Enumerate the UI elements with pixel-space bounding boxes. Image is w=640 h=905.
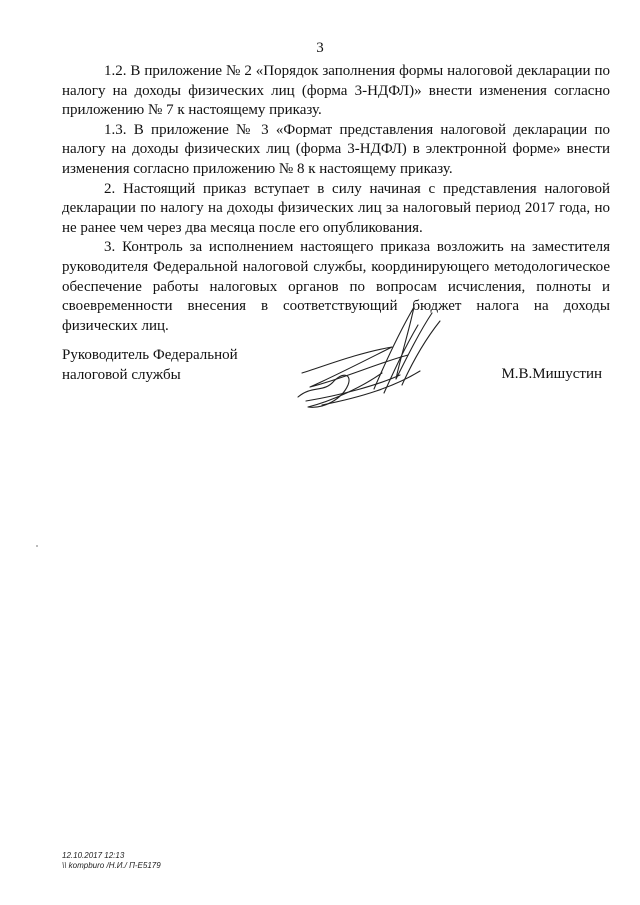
signatory-title-line-2: налоговой службы	[62, 366, 181, 383]
page-number: 3	[316, 40, 324, 56]
document-body	[62, 62, 610, 336]
signatory-title-line-1: Руководитель Федеральной	[62, 347, 238, 363]
paragraph-2: 2. Настоящий приказ вступает в силу начиная с представления налоговой декларации по налогу на доходы физических лиц за налоговый период 2017 года, но не ранее чем через два месяца после его опубликования.	[62, 180, 610, 236]
handwritten-signature	[282, 301, 452, 416]
signatory-name: М.В.Мишустин	[501, 366, 602, 382]
paragraph-1-3: 1.3. В приложение № 3 «Формат представления налоговой декларации по налогу на доходы физических лиц (форма 3-НДФЛ) в электронной форме» внести изменения согласно приложению № 8 к настоящему приказу.	[62, 121, 610, 177]
document-footer	[62, 851, 161, 871]
footer-timestamp: 12.10.2017 12:13	[62, 851, 125, 860]
scan-artifact	[36, 545, 38, 547]
signatory-title	[62, 346, 238, 385]
paragraph-3: 3. Контроль за исполнением настоящего приказа возложить на заместителя руководителя Федеральной налоговой службы, координирующего методологическое обеспечение работы налоговых органов по вопросам исчисления, полноты и своевременности внесения в соответствующий бюджет налога на доходы физических лиц.	[62, 239, 610, 334]
signature-block	[62, 346, 610, 416]
paragraph-1-2: 1.2. В приложение № 2 «Порядок заполнения формы налоговой декларации по налогу на доходы физических лиц (форма 3-НДФЛ)» внести изменения согласно приложению № 7 к настоящему приказу.	[62, 63, 610, 119]
footer-file-path: \\ kompburo /Н.И./ П-E5179	[62, 861, 161, 870]
